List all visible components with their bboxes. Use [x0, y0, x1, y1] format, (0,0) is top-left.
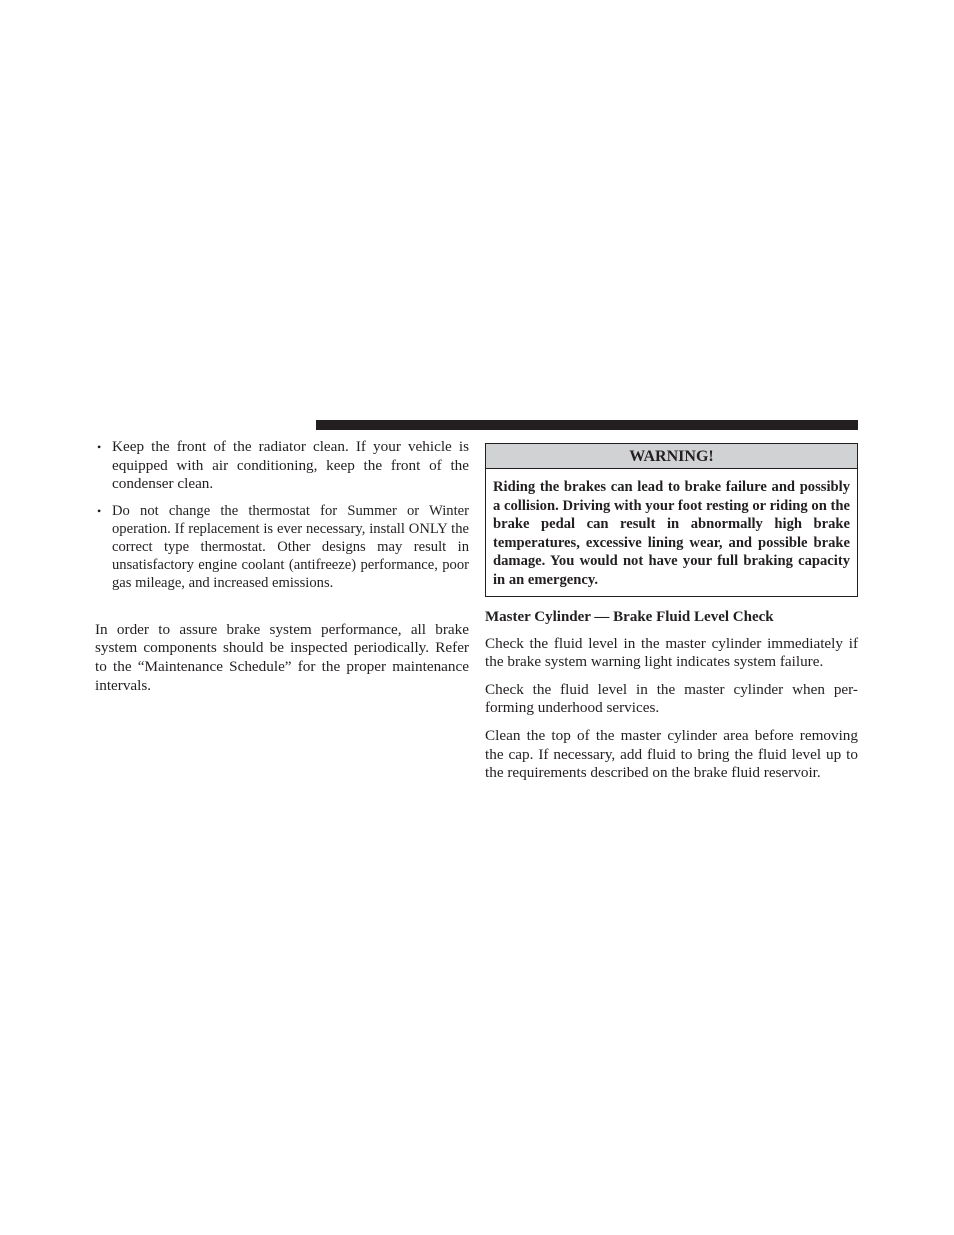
master-cylinder-heading: Master Cylinder — Brake Fluid Level Check [485, 608, 774, 625]
list-item [95, 438, 469, 494]
warning-box [485, 443, 858, 597]
master-cylinder-paragraph: Clean the top of the master cylinder area before removing the cap. If necessary, add fluid to bring the fluid level up to the requirements described on the brake fluid reservoir. [485, 726, 858, 782]
section-header-bar [316, 420, 858, 430]
master-cylinder-paragraph: Check the fluid level in the master cylinder immediately if the brake system warning light indicates system failure. [485, 634, 858, 671]
bullet-icon: • [97, 440, 102, 454]
bullet-text: Keep the front of the radiator clean. If your vehicle is equipped with air conditioning, keep the front of the condenser clean. [112, 438, 469, 493]
warning-text: Riding the brakes can lead to brake failure and possibly a collision. Driving with your foot resting or riding on the brake pedal can result in abnormally high brake temperatures, excessive lining wear, and possible brake damage. You would not have your full braking capacity in an emergency. [493, 479, 850, 588]
warning-title: WARNING! [486, 444, 857, 469]
right-column [485, 443, 858, 792]
brake-system-paragraph: In order to assure brake system performance, all brake system components should be inspected periodically. Refer to the “Maintenance Schedule” for the proper maintenance intervals. [95, 620, 469, 694]
list-item [95, 502, 469, 592]
bullet-text: Do not change the thermostat for Summer or Winter operation. If replacement is ever necessary, install ONLY the correct type thermostat. Other designs may result in unsatisfactory engine coolant (antifreeze) performance, poor gas mileage, and increased emissions. [112, 502, 469, 591]
maintenance-bullet-list [95, 438, 469, 592]
bullet-icon: • [97, 503, 102, 518]
left-column [95, 438, 469, 695]
master-cylinder-paragraph: Check the fluid level in the master cylinder when per-forming underhood services. [485, 680, 858, 717]
